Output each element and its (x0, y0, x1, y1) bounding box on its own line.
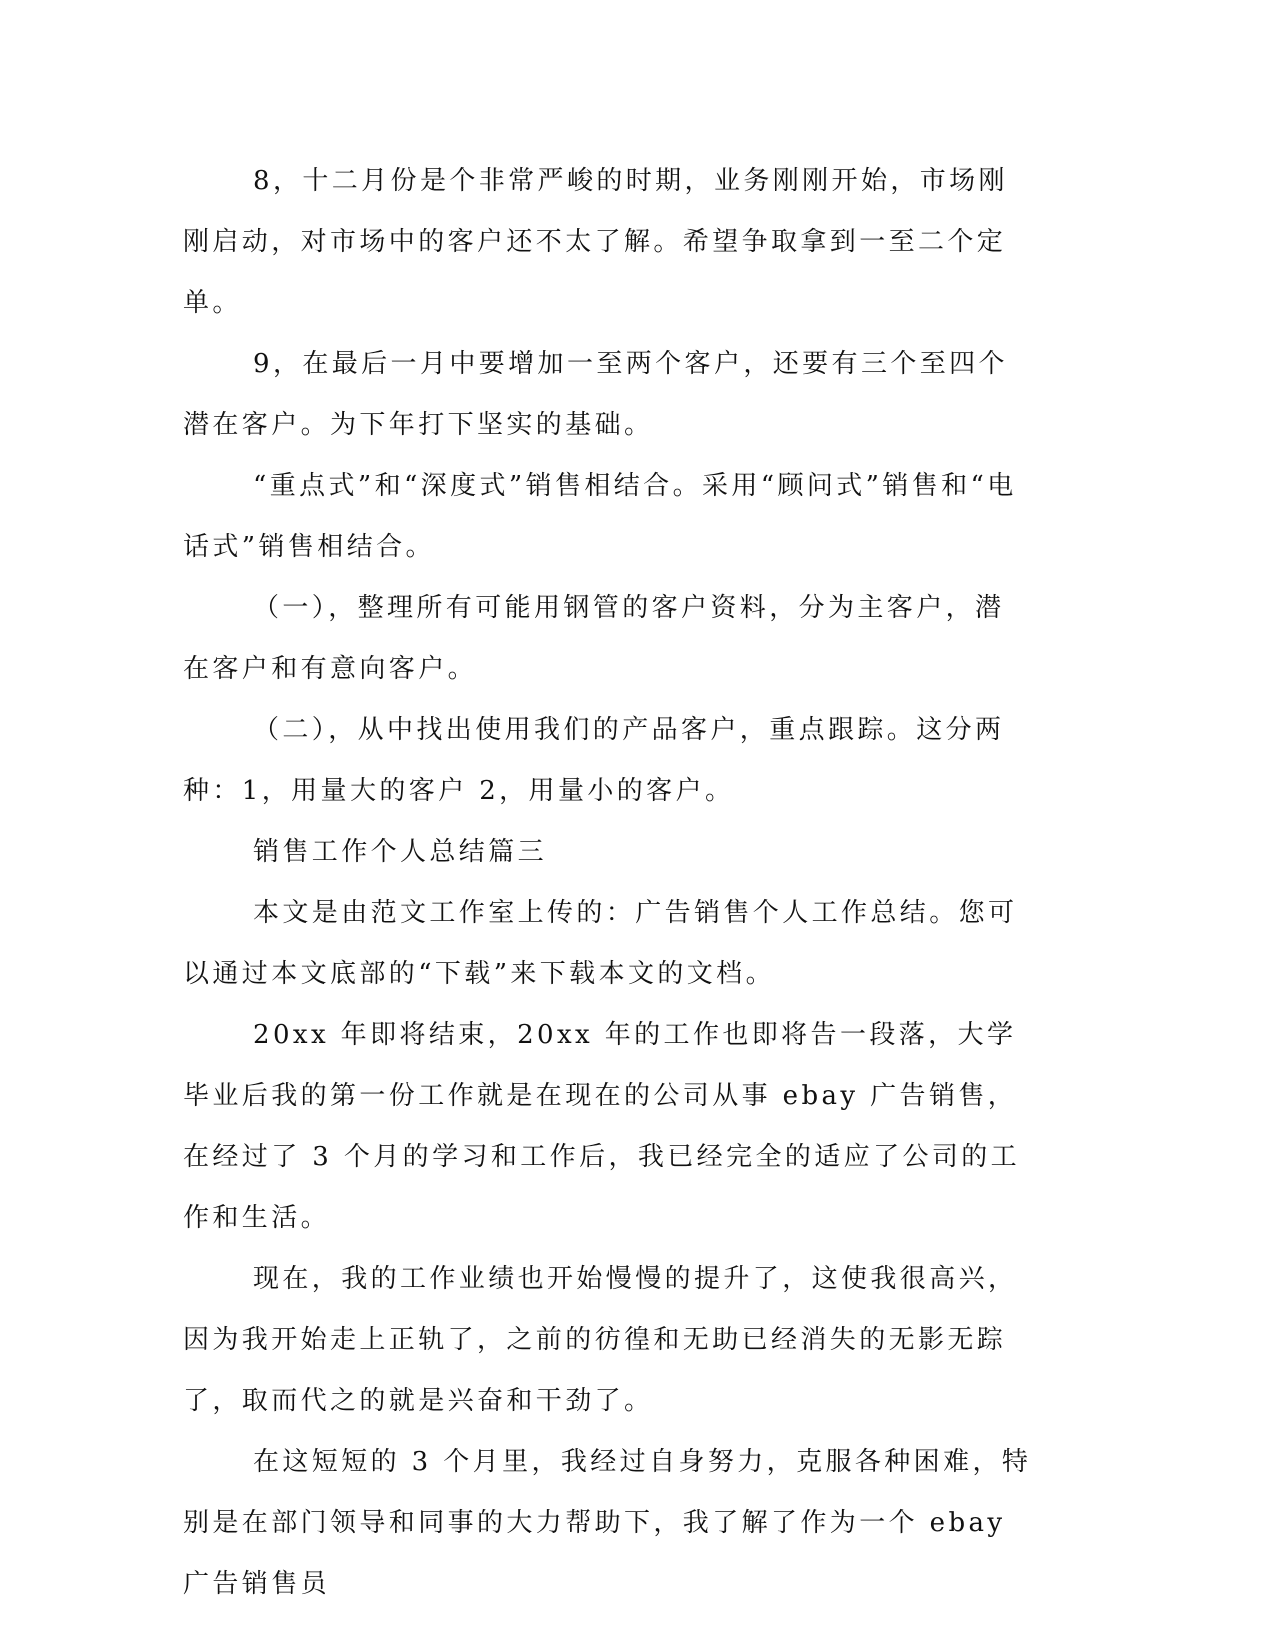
section-heading: 销售工作个人总结篇三 (253, 837, 548, 867)
paragraph-sales-methods: “重点式”和“深度式”销售相结合。采用“顾问式”销售和“电话式”销售相结合。 (183, 471, 1017, 562)
paragraph-plan-9: 9，在最后一月中要增加一至两个客户，还要有三个至四个潜在客户。为下年打下坚实的基础。 (183, 349, 1008, 440)
document-body (183, 151, 1033, 1615)
paragraph-step-one: （一），整理所有可能用钢管的客户资料，分为主客户，潜在客户和有意向客户。 (183, 593, 1005, 684)
paragraph-step-two: （二），从中找出使用我们的产品客户，重点跟踪。这分两种：1，用量大的客户 2，用量小的客户。 (183, 715, 1005, 806)
paragraph-progress: 现在，我的工作业绩也开始慢慢的提升了，这使我很高兴，因为我开始走上正轨了，之前的彷徨和无助已经消失的无影无踪了，取而代之的就是兴奋和干劲了。 (183, 1264, 1018, 1416)
paragraph-intro-note: 本文是由范文工作室上传的：广告销售个人工作总结。您可以通过本文底部的“下载”来下载本文的文档。 (183, 898, 1018, 989)
paragraph-three-months: 在这短短的 3 个月里，我经过自身努力，克服各种困难，特别是在部门领导和同事的大力帮助下，我了解了作为一个 ebay 广告销售员 (183, 1447, 1032, 1599)
paragraph-plan-8: 8，十二月份是个非常严峻的时期，业务刚刚开始，市场刚刚启动，对市场中的客户还不太了解。希望争取拿到一至二个定单。 (183, 166, 1008, 318)
paragraph-year-end: 20xx 年即将结束，20xx 年的工作也即将告一段落，大学毕业后我的第一份工作就是在现在的公司从事 ebay 广告销售，在经过了 3 个月的学习和工作后，我已经完全的适应了公司的工作和生活。 (183, 1020, 1021, 1233)
